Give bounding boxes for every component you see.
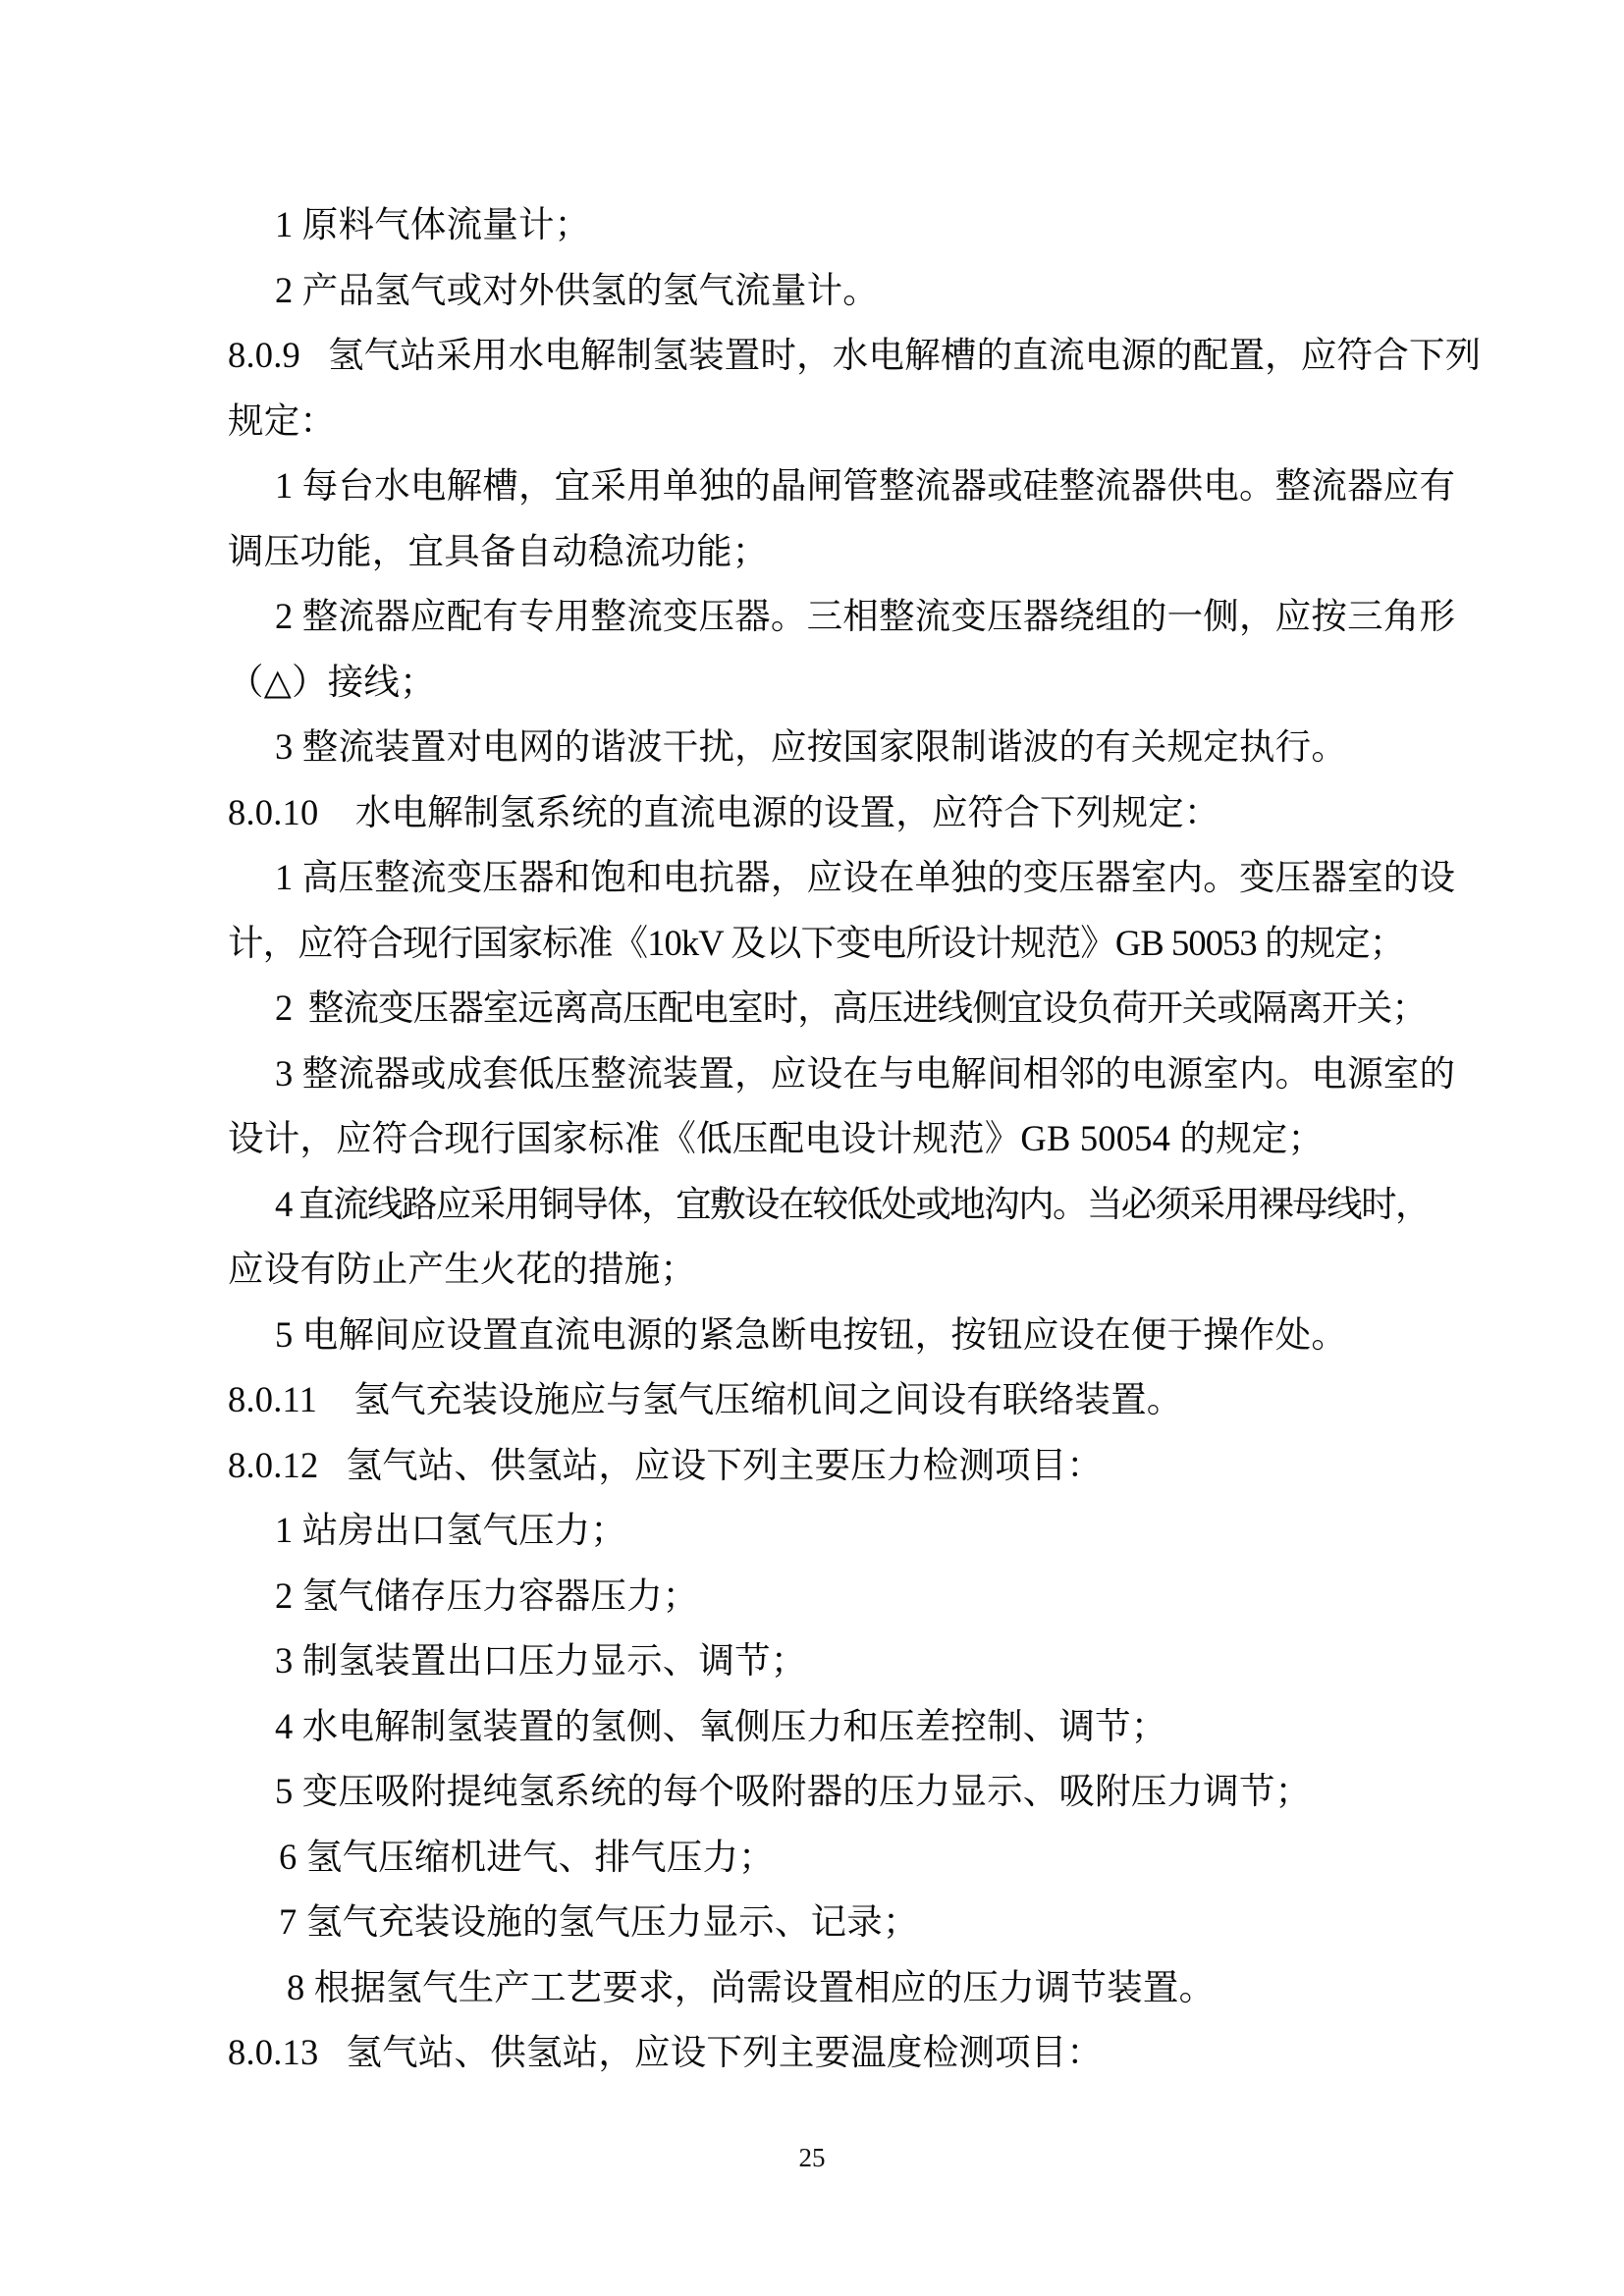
list-item-continued: 设计，应符合现行国家标准《低压配电设计规范》GB 50054 的规定； — [228, 1118, 1325, 1158]
list-item-continued: 调压功能，宜具备自动稳流功能； — [228, 530, 769, 571]
page-number: 25 — [798, 2143, 826, 2172]
section-heading-8-0-12: 8.0.12 氢气站、供氢站，应设下列主要压力检测项目： — [228, 1444, 1104, 1485]
page-body-text — [228, 192, 1482, 2086]
list-item: 2 产品氢气或对外供氢的氢气流量计。 — [275, 269, 879, 310]
list-item: 8 根据氢气生产工艺要求，尚需设置相应的压力调节装置。 — [287, 1966, 1216, 2007]
section-heading-8-0-13: 8.0.13 氢气站、供氢站，应设下列主要温度检测项目： — [228, 2032, 1104, 2072]
list-item-continued: 应设有防止产生火花的措施； — [228, 1249, 697, 1289]
list-item-continued: 计，应符合现行国家标准《10kV 及以下变电所设计规范》GB 50053 的规定； — [228, 922, 1405, 963]
list-item: 2 整流变压器室远离高压配电室时，高压进线侧宜设负荷开关或隔离开关； — [275, 988, 1427, 1028]
list-item: 6 氢气压缩机进气、排气压力； — [279, 1836, 775, 1877]
list-item: 3 整流器或成套低压整流装置，应设在与电解间相邻的电源室内。电源室的 — [275, 1052, 1456, 1094]
list-item: 3 制氢装置出口压力显示、调节； — [275, 1640, 807, 1681]
list-item: 1 高压整流变压器和饱和电抗器，应设在单独的变压器室内。变压器室的设 — [275, 857, 1456, 897]
section-heading-8-0-10: 8.0.10 水电解制氢系统的直流电源的设置，应符合下列规定： — [228, 791, 1220, 832]
list-item: 1 原料气体流量计； — [275, 204, 591, 244]
list-item: 7 氢气充装设施的氢气压力显示、记录； — [279, 1901, 919, 1942]
list-item: 1 站房出口氢气压力； — [275, 1510, 627, 1550]
list-item: 5 电解间应设置直流电源的紧急断电按钮，按钮应设在便于操作处。 — [275, 1313, 1348, 1355]
list-item-continued: （△）接线； — [228, 661, 436, 702]
list-item: 4 水电解制氢装置的氢侧、氧侧压力和压差控制、调节； — [275, 1705, 1167, 1746]
list-item: 3 整流装置对电网的谐波干扰，应按国家限制谐波的有关规定执行。 — [275, 726, 1348, 767]
list-item: 2 整流器应配有专用整流变压器。三相整流变压器绕组的一侧，应按三角形 — [275, 596, 1456, 636]
section-heading-8-0-11: 8.0.11 氢气充装设施应与氢气压缩机间之间设有联络装置。 — [228, 1379, 1183, 1419]
list-item: 5 变压吸附提纯氢系统的每个吸附器的压力显示、吸附压力调节； — [275, 1771, 1312, 1811]
list-item: 1 每台水电解槽，宜采用单独的晶闸管整流器或硅整流器供电。整流器应有 — [275, 465, 1456, 506]
list-item: 4 直流线路应采用铜导体，宜敷设在较低处或地沟内。当必须采用裸母线时， — [275, 1183, 1430, 1224]
list-item: 2 氢气储存压力容器压力； — [275, 1575, 699, 1616]
section-heading-8-0-9-continued: 规定： — [228, 400, 337, 441]
section-heading-8-0-9: 8.0.9 氢气站采用水电解制氢装置时，水电解槽的直流电源的配置，应符合下列 — [228, 335, 1482, 375]
